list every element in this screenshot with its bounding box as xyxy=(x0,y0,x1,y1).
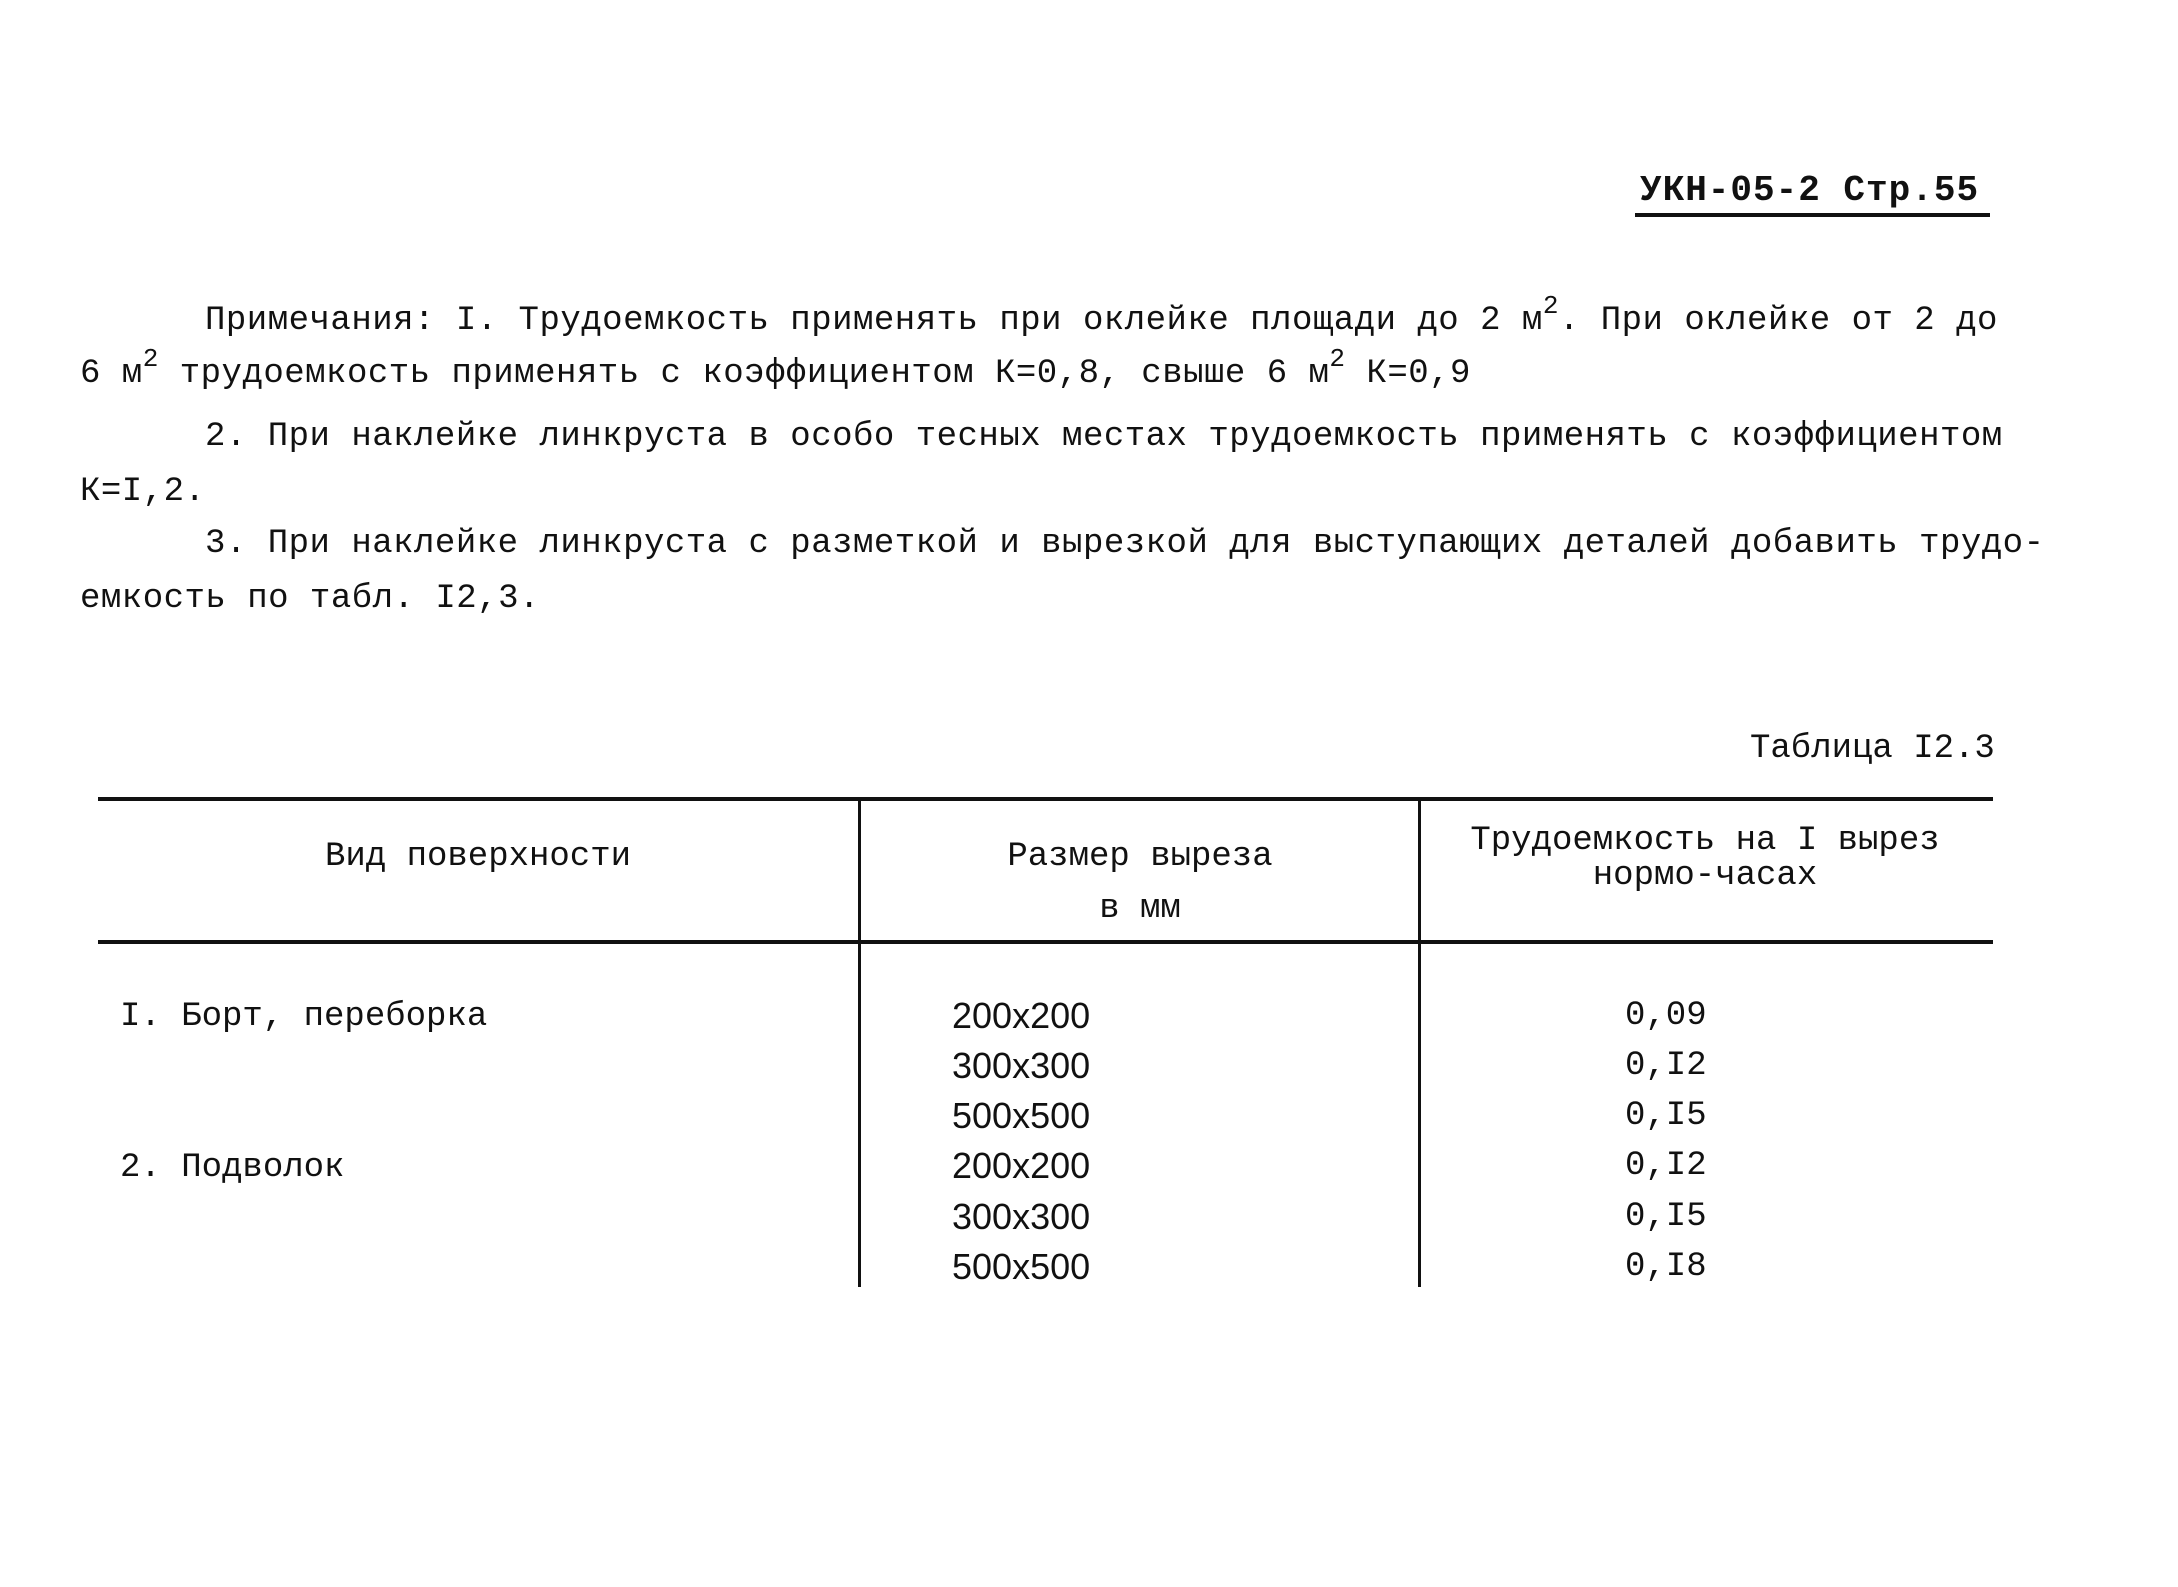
note-1-sup-c: 2 xyxy=(1329,343,1346,374)
note-1-text-a: Примечания: I. Трудоемкость применять при оклейке площади до 2 м xyxy=(205,302,1543,340)
row-size: 500x500 xyxy=(952,1095,1091,1136)
header-size-line-1: Размер выреза xyxy=(1007,838,1273,876)
row-labor: 0,I2 xyxy=(1625,1147,1707,1185)
group-label: I. Борт, переборка xyxy=(120,998,488,1036)
note-2-line-2: К=I,2. xyxy=(80,473,206,511)
page-code: УКН-05-2 Стр.55 xyxy=(1640,170,1980,211)
note-1-line-2 xyxy=(80,343,1471,393)
note-1-sup-b: 2 xyxy=(142,343,159,374)
row-labor: 0,I2 xyxy=(1625,1047,1707,1085)
group-label: 2. Подволок xyxy=(120,1149,345,1187)
table-top-rule xyxy=(98,797,1993,801)
header-size-line-2: в мм xyxy=(1099,890,1181,928)
note-2-line-1: 2. При наклейке линкруста в особо тесных местах трудоемкость применять с коэффициентом xyxy=(205,418,2003,456)
row-size: 500x500 xyxy=(952,1246,1091,1287)
row-size: 300x300 xyxy=(952,1196,1091,1237)
note-1-text-e: К=0,9 xyxy=(1345,355,1471,393)
note-1-line-1 xyxy=(205,290,1998,340)
row-labor: 0,I8 xyxy=(1625,1248,1707,1286)
note-3-line-2: емкость по табл. I2,3. xyxy=(80,580,540,618)
page-code-underline xyxy=(1635,213,1990,217)
row-size: 300x300 xyxy=(952,1045,1091,1086)
note-1-text-c: 6 м xyxy=(80,355,143,393)
table-caption: Таблица I2.3 xyxy=(1750,730,1995,768)
table-header-rule xyxy=(98,940,1993,944)
row-size: 200x200 xyxy=(952,1145,1091,1186)
row-labor: 0,09 xyxy=(1625,997,1707,1035)
row-size: 200x200 xyxy=(952,995,1091,1036)
note-3-line-1: 3. При наклейке линкруста с разметкой и вырезкой для выступающих деталей добавить трудо- xyxy=(205,525,2045,563)
note-1-text-b: . При оклейке от 2 до xyxy=(1558,302,1998,340)
note-1-sup-a: 2 xyxy=(1542,290,1559,321)
header-labor-line-1: Трудоемкость на I вырез xyxy=(1470,822,1940,860)
header-surface: Вид поверхности xyxy=(324,838,632,876)
header-labor-line-2: нормо-часах xyxy=(1592,857,1818,895)
note-1-text-d: трудоемкость применять с коэффициентом К=0,8, свыше 6 м xyxy=(158,355,1330,393)
row-labor: 0,I5 xyxy=(1625,1097,1707,1135)
row-labor: 0,I5 xyxy=(1625,1198,1707,1236)
